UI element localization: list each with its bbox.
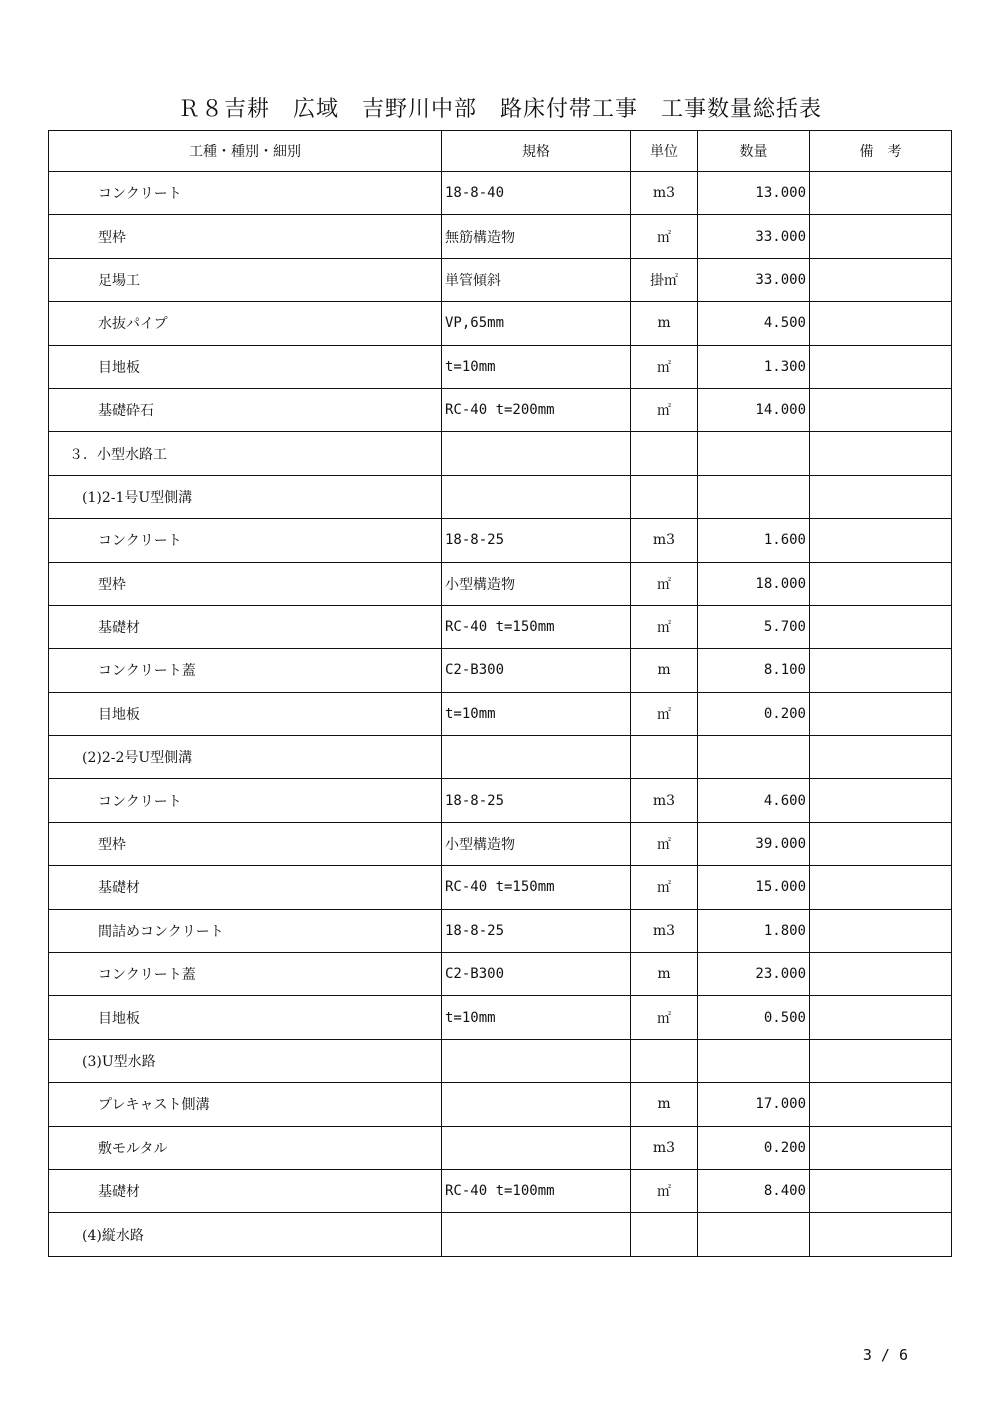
cell-item-name: 目地板 <box>49 996 442 1039</box>
cell-note <box>810 822 952 865</box>
cell-item-name: 目地板 <box>49 692 442 735</box>
table-row <box>49 345 952 388</box>
cell-note <box>810 1083 952 1126</box>
cell-spec: t=10mm <box>442 345 631 388</box>
cell-item-name: プレキャスト側溝 <box>49 1083 442 1126</box>
cell-spec: VP,65mm <box>442 302 631 345</box>
cell-quantity: 0.500 <box>698 996 810 1039</box>
cell-note <box>810 996 952 1039</box>
cell-spec: RC-40 t=150mm <box>442 605 631 648</box>
table-row <box>49 302 952 345</box>
cell-spec: C2-B300 <box>442 953 631 996</box>
cell-unit: ㎡ <box>631 345 698 388</box>
cell-unit: ㎡ <box>631 562 698 605</box>
cell-quantity: 4.500 <box>698 302 810 345</box>
cell-quantity: 33.000 <box>698 258 810 301</box>
cell-spec <box>442 475 631 518</box>
cell-spec <box>442 1083 631 1126</box>
cell-note <box>810 953 952 996</box>
cell-item-name: コンクリート蓋 <box>49 649 442 692</box>
table-row <box>49 866 952 909</box>
cell-unit: ㎡ <box>631 215 698 258</box>
cell-quantity: 33.000 <box>698 215 810 258</box>
table-row <box>49 692 952 735</box>
column-header-note: 備 考 <box>810 131 952 172</box>
cell-unit: ㎡ <box>631 1169 698 1212</box>
cell-unit: m <box>631 1083 698 1126</box>
column-header-unit: 単位 <box>631 131 698 172</box>
cell-item-name: コンクリート蓋 <box>49 953 442 996</box>
cell-note <box>810 475 952 518</box>
cell-note <box>810 649 952 692</box>
cell-unit: m <box>631 649 698 692</box>
cell-item-name: 基礎材 <box>49 605 442 648</box>
table-row <box>49 388 952 431</box>
cell-quantity: 17.000 <box>698 1083 810 1126</box>
cell-spec <box>442 1213 631 1256</box>
cell-unit <box>631 1213 698 1256</box>
document-title: Ｒ８吉耕 広域 吉野川中部 路床付帯工事 工事数量総括表 <box>177 97 822 122</box>
cell-note <box>810 1126 952 1169</box>
cell-unit: ㎡ <box>631 866 698 909</box>
table-row <box>49 996 952 1039</box>
cell-spec <box>442 432 631 475</box>
cell-item-name: コンクリート <box>49 172 442 215</box>
cell-unit <box>631 1039 698 1082</box>
cell-quantity: 8.400 <box>698 1169 810 1212</box>
table-row <box>49 779 952 822</box>
cell-note <box>810 172 952 215</box>
cell-unit <box>631 475 698 518</box>
cell-unit: 掛㎡ <box>631 258 698 301</box>
cell-note <box>810 1213 952 1256</box>
cell-quantity: 5.700 <box>698 605 810 648</box>
cell-note <box>810 345 952 388</box>
table-row <box>49 172 952 215</box>
cell-note <box>810 605 952 648</box>
table-row <box>49 562 952 605</box>
column-header-name: 工種・種別・細別 <box>49 131 442 172</box>
cell-spec: 18-8-25 <box>442 779 631 822</box>
cell-spec: 18-8-40 <box>442 172 631 215</box>
cell-unit: m3 <box>631 779 698 822</box>
cell-spec <box>442 736 631 779</box>
cell-unit: m <box>631 953 698 996</box>
cell-item-name: 間詰めコンクリート <box>49 909 442 952</box>
cell-note <box>810 866 952 909</box>
table-row <box>49 519 952 562</box>
cell-note <box>810 215 952 258</box>
cell-quantity <box>698 1213 810 1256</box>
cell-quantity: 0.200 <box>698 692 810 735</box>
cell-quantity: 1.300 <box>698 345 810 388</box>
cell-quantity: 4.600 <box>698 779 810 822</box>
cell-item-name: 基礎砕石 <box>49 388 442 431</box>
cell-note <box>810 1039 952 1082</box>
table-row <box>49 736 952 779</box>
cell-quantity: 39.000 <box>698 822 810 865</box>
cell-quantity: 23.000 <box>698 953 810 996</box>
table-row <box>49 1169 952 1212</box>
cell-item-name: 水抜パイプ <box>49 302 442 345</box>
cell-note <box>810 562 952 605</box>
cell-note <box>810 692 952 735</box>
cell-spec <box>442 1039 631 1082</box>
cell-item-name: (1)2-1号U型側溝 <box>49 475 442 518</box>
cell-note <box>810 1169 952 1212</box>
cell-note <box>810 302 952 345</box>
cell-spec: C2-B300 <box>442 649 631 692</box>
table-row <box>49 432 952 475</box>
cell-item-name: 型枠 <box>49 562 442 605</box>
cell-spec: RC-40 t=200mm <box>442 388 631 431</box>
cell-item-name: コンクリート <box>49 779 442 822</box>
cell-spec: t=10mm <box>442 692 631 735</box>
cell-spec: 18-8-25 <box>442 519 631 562</box>
table-header-row <box>49 131 952 172</box>
cell-item-name: 型枠 <box>49 215 442 258</box>
cell-quantity: 8.100 <box>698 649 810 692</box>
table-row <box>49 1083 952 1126</box>
cell-item-name: (2)2-2号U型側溝 <box>49 736 442 779</box>
cell-quantity: 0.200 <box>698 1126 810 1169</box>
cell-note <box>810 258 952 301</box>
cell-unit <box>631 736 698 779</box>
column-header-spec: 規格 <box>442 131 631 172</box>
cell-quantity: 1.600 <box>698 519 810 562</box>
cell-unit: ㎡ <box>631 822 698 865</box>
cell-note <box>810 432 952 475</box>
cell-unit: m3 <box>631 172 698 215</box>
cell-quantity <box>698 475 810 518</box>
cell-unit: ㎡ <box>631 996 698 1039</box>
cell-quantity: 1.800 <box>698 909 810 952</box>
table-row <box>49 1126 952 1169</box>
cell-item-name: ３．小型水路工 <box>49 432 442 475</box>
table-row <box>49 1039 952 1082</box>
cell-quantity <box>698 432 810 475</box>
page-indicator: 3 / 6 <box>862 1346 908 1364</box>
table-row <box>49 215 952 258</box>
cell-note <box>810 388 952 431</box>
cell-unit: ㎡ <box>631 605 698 648</box>
cell-spec: RC-40 t=100mm <box>442 1169 631 1212</box>
cell-item-name: 基礎材 <box>49 866 442 909</box>
cell-unit: m3 <box>631 909 698 952</box>
cell-item-name: コンクリート <box>49 519 442 562</box>
cell-unit <box>631 432 698 475</box>
cell-unit: m3 <box>631 519 698 562</box>
cell-spec: RC-40 t=150mm <box>442 866 631 909</box>
table-row <box>49 1213 952 1256</box>
cell-unit: m <box>631 302 698 345</box>
cell-unit: ㎡ <box>631 388 698 431</box>
table-row <box>49 909 952 952</box>
cell-quantity: 18.000 <box>698 562 810 605</box>
cell-note <box>810 519 952 562</box>
quantity-summary-table <box>48 130 952 1257</box>
cell-spec: 単管傾斜 <box>442 258 631 301</box>
cell-quantity <box>698 736 810 779</box>
cell-unit: m3 <box>631 1126 698 1169</box>
cell-note <box>810 736 952 779</box>
cell-spec: 小型構造物 <box>442 822 631 865</box>
cell-note <box>810 909 952 952</box>
table-row <box>49 605 952 648</box>
cell-item-name: 目地板 <box>49 345 442 388</box>
column-header-quantity: 数量 <box>698 131 810 172</box>
cell-note <box>810 779 952 822</box>
cell-item-name: 足場工 <box>49 258 442 301</box>
table-row <box>49 649 952 692</box>
cell-spec: 無筋構造物 <box>442 215 631 258</box>
table-row <box>49 822 952 865</box>
table-row <box>49 475 952 518</box>
cell-item-name: (4)縦水路 <box>49 1213 442 1256</box>
cell-unit: ㎡ <box>631 692 698 735</box>
table-row <box>49 953 952 996</box>
table-row <box>49 258 952 301</box>
cell-spec: 小型構造物 <box>442 562 631 605</box>
cell-spec <box>442 1126 631 1169</box>
cell-item-name: 敷モルタル <box>49 1126 442 1169</box>
cell-item-name: 型枠 <box>49 822 442 865</box>
cell-item-name: (3)U型水路 <box>49 1039 442 1082</box>
cell-quantity <box>698 1039 810 1082</box>
cell-quantity: 13.000 <box>698 172 810 215</box>
cell-item-name: 基礎材 <box>49 1169 442 1212</box>
cell-spec: t=10mm <box>442 996 631 1039</box>
cell-quantity: 15.000 <box>698 866 810 909</box>
cell-quantity: 14.000 <box>698 388 810 431</box>
cell-spec: 18-8-25 <box>442 909 631 952</box>
